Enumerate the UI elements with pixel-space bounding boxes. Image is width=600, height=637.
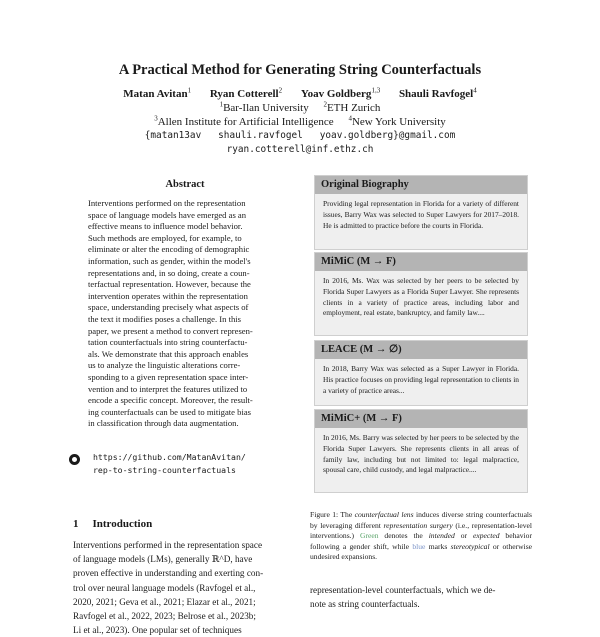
abstract-heading: Abstract xyxy=(165,179,205,190)
paper-title: A Practical Method for Generating String Counterfactuals xyxy=(118,62,482,78)
panel-text: In 2016, Ms. Wax was selected by her peers to be selected by Florida Super Lawyers as a Florida Super Lawyer. She represents clients in a variety of practice areas, including labor and employment, real estate, bankruptcy, and family law.... xyxy=(323,276,519,318)
panel-text: In 2016, Ms. Barry was selected by her peers to be selected by the Florida Super Lawyers. She represents clients in all areas of family law, including but not limited to: legal malpractice, spousal care, child custody, and legal malpractice.... xyxy=(323,433,519,475)
panel-text: In 2018, Barry Wax was selected as a Super Lawyer in Florida. His practice focuses on providing legal representation to clients in a variety of practice areas... xyxy=(323,364,519,395)
author: Matan Avitan$^1$ xyxy=(123,86,192,100)
affiliation-line: $^1$Bar-Ilan University $^2$ETH Zurich xyxy=(219,100,381,114)
abstract-body: Interventions performed on the representation space of language models have emerged as an effective means to influence model behavior. Such methods are employed, for example, to eliminate or alter the encoding of demographic information, such as gender, within the model's representations and, in so doing, create a coun- terfactual representation. However, because the intervention operates within the representation space, understanding precisely what aspects of the text it modifies poses a challenge. In this paper, we present a method to convert represen- tation counterfactuals into string counterfactu- als. We demonstrate that this approach enables us to analyze the linguistic alterations corre- sponding to a given representation space inter- vention and to interpret the features utilized to encode a specific concept. Moreover, the result- ing counterfactuals can be used to mitigate bias in classification through data augmentation. xyxy=(88,198,253,429)
author-list xyxy=(0,86,600,100)
figure-panel-mimic-plus xyxy=(314,409,528,493)
panel-text: Providing legal representation in Florida for a variety of different issues, Barry Wax was selected to Super Lawyers for 2017–2018. He is admitted to practice before the courts in Florida. xyxy=(323,199,519,230)
figure-panel-mimic xyxy=(314,252,528,336)
github-icon xyxy=(69,454,80,465)
panel-heading: Original Biography xyxy=(315,176,527,194)
panel-heading: LEACE (M → ∅) xyxy=(315,341,527,359)
author-emails: {matan13av shauli.ravfogel yoav.goldberg}@gmail.com xyxy=(144,130,456,141)
figure-caption: Figure 1: The counterfactual lens induces diverse string counterfactuals by leveraging different representation surgery (i.e., representation-level interventions.) Green denotes the intended or expected behavior following a gender shift, while blue marks stereotypical or otherwise undesired expansions. xyxy=(310,510,533,562)
github-link[interactable]: https://github.com/MatanAvitan/ rep-to-string-counterfactuals xyxy=(93,451,293,476)
author: Ryan Cotterell$^2$ xyxy=(209,86,283,100)
author: Shauli Ravfogel$^4$ xyxy=(398,86,477,100)
figure-panel-leace xyxy=(314,340,528,406)
author-email: ryan.cotterell@inf.ethz.ch xyxy=(226,144,374,155)
section-heading: 1 Introduction xyxy=(73,518,153,530)
panel-heading: MiMiC+ (M → F) xyxy=(315,410,527,428)
panel-heading: MiMiC (M → F) xyxy=(315,253,527,271)
affiliation-line: $^3$Allen Institute for Artificial Intelligence $^4$New York University xyxy=(154,114,446,128)
author: Yoav Goldberg$^{1,3}$ xyxy=(300,86,381,100)
body-text-right: representation-level counterfactuals, which we de- note as string counterfactuals. xyxy=(310,585,496,609)
figure-panel-original xyxy=(314,175,528,250)
intro-body: Interventions performed in the representation space of language models (LMs), generally ℝ^D, have proven effective in understanding and exerting con- trol over neural language models (Ravfogel et al., 2020, 2021; Geva et al., 2021; Elazar et al., 2021; Ravfogel et al., 2022, 2023; Belrose et al., 2023b; Li et al., 2023). One popular set of techniques xyxy=(73,540,264,636)
